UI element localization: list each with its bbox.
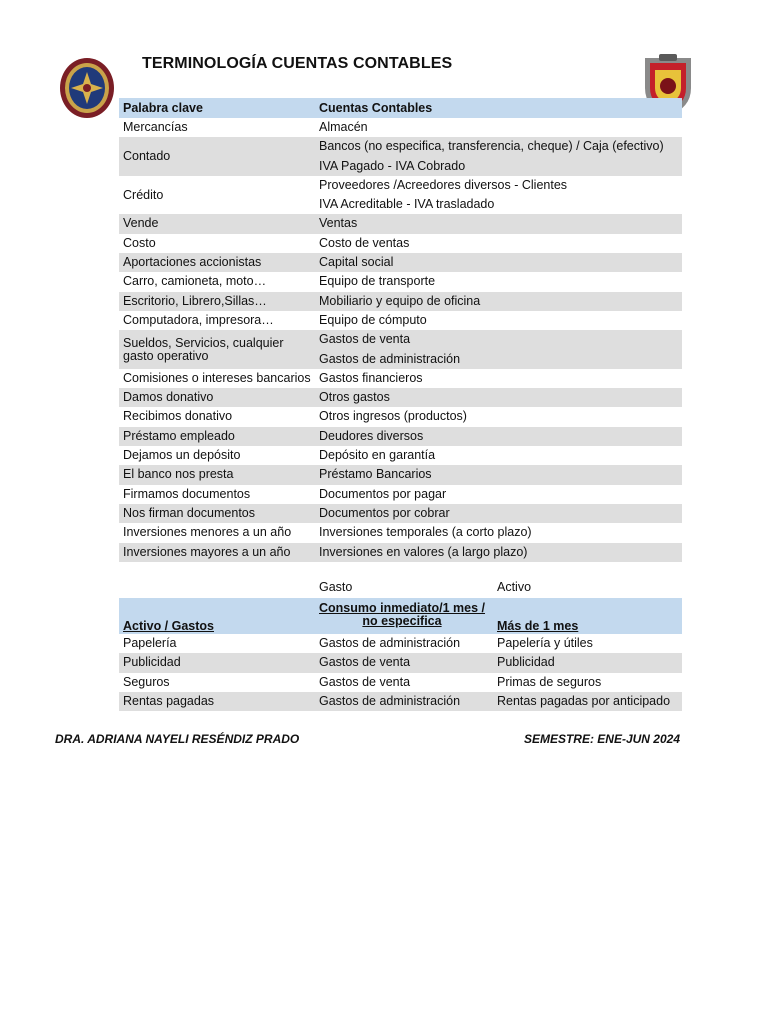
column-header-immediate: Consumo inmediato/1 mes / no especifica (319, 601, 486, 628)
keyword-cell: Comisiones o intereses bancarios (123, 370, 311, 385)
table-row (119, 137, 682, 176)
account-cell: Inversiones temporales (a corto plazo) (319, 525, 532, 540)
keyword-cell: Computadora, impresora… (123, 312, 274, 327)
account-cell: Gastos financieros (319, 370, 423, 385)
keyword-cell: Sueldos, Servicios, cualquier gasto operativo (123, 335, 284, 363)
keyword-cell: Carro, camioneta, moto… (123, 274, 267, 289)
keyword-cell: Aportaciones accionistas (123, 255, 262, 270)
keyword-cell: Nos firman documentos (123, 505, 256, 520)
expense-cell: Gastos de administración (319, 693, 461, 708)
account-cell: IVA Acreditable - IVA trasladado (319, 197, 495, 212)
table-row (119, 234, 682, 253)
table-row (119, 673, 682, 692)
asset-cell: Primas de seguros (497, 674, 602, 689)
account-cell: Otros gastos (319, 390, 390, 405)
account-cell: Capital social (319, 255, 394, 270)
keyword-cell: Crédito (123, 187, 164, 202)
group-label-expense: Gasto (319, 580, 353, 594)
keyword-cell: Inversiones menores a un año (123, 525, 292, 540)
group-label-asset: Activo (497, 580, 532, 594)
keyword-cell: Firmamos documentos (123, 486, 251, 501)
expense-cell: Gastos de venta (319, 674, 411, 689)
table-row (119, 330, 682, 369)
account-cell: Inversiones en valores (a largo plazo) (319, 544, 528, 559)
table-row (119, 634, 682, 653)
column-header-keyword: Palabra clave (123, 101, 203, 115)
table-row (119, 692, 682, 711)
table-row (119, 369, 682, 388)
account-cell: Documentos por cobrar (319, 505, 450, 520)
account-cell: Bancos (no especifica, transferencia, cheque) / Caja (efectivo) (319, 139, 664, 154)
table-row (119, 176, 682, 215)
table-header-row (119, 598, 682, 634)
table-row (119, 504, 682, 523)
concept-cell: Papelería (123, 636, 177, 650)
table-row (119, 427, 682, 446)
table-row (119, 653, 682, 672)
table-row (119, 292, 682, 311)
keyword-cell: Contado (123, 148, 171, 163)
university-seal-logo (58, 56, 116, 120)
table-row (119, 253, 682, 272)
semester-label: SEMESTRE: ENE-JUN 2024 (523, 732, 680, 746)
expense-cell: Gastos de venta (319, 655, 411, 670)
asset-cell: Papelería y útiles (497, 636, 593, 650)
keyword-cell: Damos donativo (123, 390, 214, 405)
account-cell: Deudores diversos (319, 428, 424, 443)
account-cell: Costo de ventas (319, 235, 410, 250)
account-cell: Proveedores /Acreedores diversos - Clientes (319, 177, 568, 192)
concept-cell: Seguros (123, 674, 170, 689)
account-cell: Almacén (319, 120, 368, 134)
table-row (119, 543, 682, 562)
keyword-cell: Recibimos donativo (123, 409, 233, 424)
account-terms-table (119, 98, 682, 562)
page-title: TERMINOLOGÍA CUENTAS CONTABLES (142, 55, 453, 72)
column-header-long-term: Más de 1 mes (497, 619, 579, 633)
table-row (119, 465, 682, 484)
table-header-row (119, 98, 682, 118)
account-cell: Equipo de transporte (319, 274, 436, 289)
table-row (119, 272, 682, 291)
table-row (119, 214, 682, 233)
table-row (119, 485, 682, 504)
keyword-cell: Vende (123, 216, 159, 231)
account-cell: Ventas (319, 216, 358, 231)
column-header-concept: Activo / Gastos (123, 619, 214, 633)
account-cell: Mobiliario y equipo de oficina (319, 293, 481, 308)
table-row (119, 523, 682, 542)
keyword-cell: Dejamos un depósito (123, 448, 241, 463)
column-header-accounts: Cuentas Contables (319, 101, 433, 115)
table-row (119, 446, 682, 465)
asset-cell: Publicidad (497, 655, 555, 670)
asset-expense-table (119, 578, 682, 711)
account-cell: Préstamo Bancarios (319, 467, 432, 482)
expense-cell: Gastos de administración (319, 636, 461, 650)
table-row (119, 118, 682, 137)
author-name: DRA. ADRIANA NAYELI RESÉNDIZ PRADO (55, 732, 300, 746)
keyword-cell: Mercancías (123, 120, 188, 134)
table-row (119, 388, 682, 407)
group-label-row (119, 578, 682, 598)
group-label (119, 578, 317, 598)
account-cell: IVA Pagado - IVA Cobrado (319, 158, 466, 173)
keyword-cell: Costo (123, 235, 156, 250)
keyword-cell: Préstamo empleado (123, 428, 235, 443)
concept-cell: Rentas pagadas (123, 693, 215, 708)
account-cell: Equipo de cómputo (319, 312, 427, 327)
account-cell: Gastos de administración (319, 351, 461, 366)
asset-cell: Rentas pagadas por anticipado (497, 693, 671, 708)
keyword-cell: Escritorio, Librero,Sillas… (123, 293, 267, 308)
account-cell: Depósito en garantía (319, 448, 436, 463)
keyword-cell: El banco nos presta (123, 467, 234, 482)
account-cell: Otros ingresos (productos) (319, 409, 467, 424)
account-cell: Gastos de venta (319, 332, 411, 347)
table-row (119, 407, 682, 426)
account-cell: Documentos por pagar (319, 486, 447, 501)
table-row (119, 311, 682, 330)
keyword-cell: Inversiones mayores a un año (123, 544, 291, 559)
concept-cell: Publicidad (123, 655, 181, 670)
